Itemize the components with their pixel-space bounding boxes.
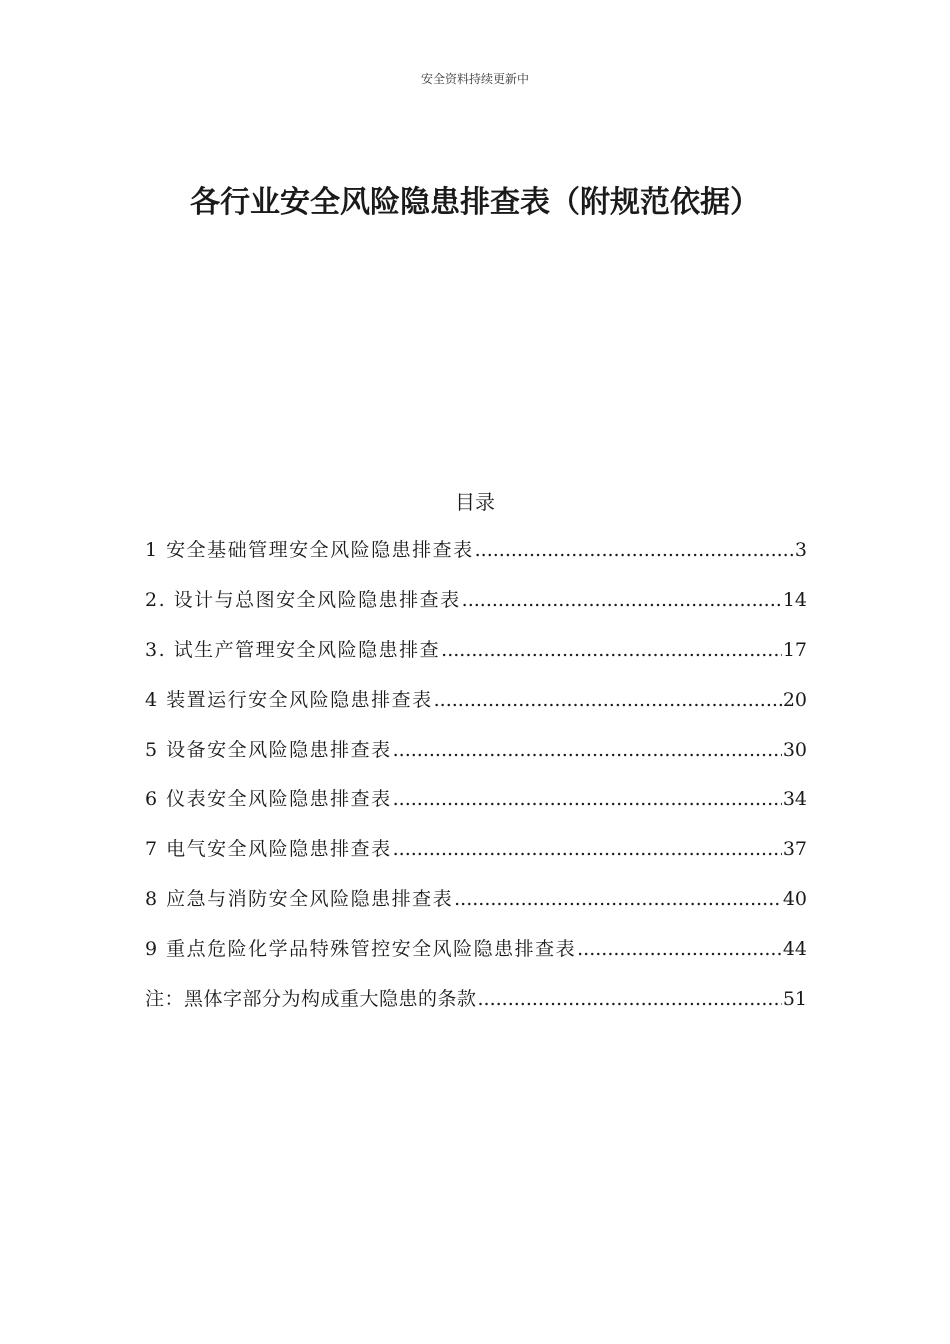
toc-item-label: 6 仪表安全风险隐患排查表 — [145, 788, 392, 811]
toc-item-6[interactable] — [145, 779, 807, 829]
toc-leader-dots — [462, 580, 782, 620]
toc-item-8[interactable] — [145, 879, 807, 929]
toc-leader-dots — [393, 730, 782, 770]
toc-heading: 目录 — [455, 490, 495, 514]
toc-item-1[interactable] — [145, 530, 807, 580]
toc-item-page: 20 — [782, 688, 807, 711]
toc-item-5[interactable] — [145, 730, 807, 780]
toc-item-label: 9 重点危险化学品特殊管控安全风险隐患排查表 — [145, 938, 577, 961]
toc-item-page: 44 — [782, 938, 807, 961]
toc-note-page: 51 — [782, 988, 807, 1011]
toc-leader-dots — [475, 530, 794, 570]
toc-note-label: 注：黑体字部分为构成重大隐患的条款 — [145, 988, 477, 1011]
page-header: 安全资料持续更新中 — [420, 72, 529, 86]
toc-item-page: 40 — [782, 888, 807, 911]
title-first-char: 各 — [190, 185, 220, 220]
toc-leader-dots — [434, 680, 782, 720]
toc-leader-dots — [441, 630, 782, 670]
toc-item-7[interactable] — [145, 829, 807, 879]
toc-item-3[interactable] — [145, 630, 807, 680]
toc-item-page: 37 — [782, 838, 807, 861]
toc-item-page: 34 — [782, 788, 807, 811]
toc-item-page: 17 — [782, 638, 807, 661]
document-title — [170, 176, 780, 230]
toc-item-4[interactable] — [145, 680, 807, 730]
toc-item-label: 7 电气安全风险隐患排查表 — [145, 838, 392, 861]
toc-item-label: 2. 设计与总图安全风险隐患排查表 — [145, 588, 461, 611]
toc-item-2[interactable] — [145, 580, 807, 630]
toc-leader-dots — [478, 979, 782, 1019]
toc-item-label: 5 设备安全风险隐患排查表 — [145, 738, 392, 761]
toc-item-page: 14 — [782, 588, 807, 611]
toc-leader-dots — [577, 929, 782, 969]
toc-item-page: 3 — [794, 539, 807, 561]
toc-leader-dots — [454, 879, 782, 919]
toc-leader-dots — [393, 829, 782, 869]
toc-item-label: 8 应急与消防安全风险隐患排查表 — [145, 888, 454, 911]
toc-item-9[interactable] — [145, 929, 807, 979]
toc-item-label: 4 装置运行安全风险隐患排查表 — [145, 688, 433, 711]
toc-leader-dots — [393, 779, 782, 819]
toc-note[interactable] — [145, 979, 807, 1029]
toc-item-label: 1 安全基础管理安全风险隐患排查表 — [145, 539, 474, 561]
toc-item-page: 30 — [782, 738, 807, 761]
table-of-contents — [145, 530, 807, 1029]
title-rest: 行业安全风险隐患排查表（附规范依据） — [220, 185, 760, 220]
toc-item-label: 3. 试生产管理安全风险隐患排查 — [145, 638, 441, 661]
